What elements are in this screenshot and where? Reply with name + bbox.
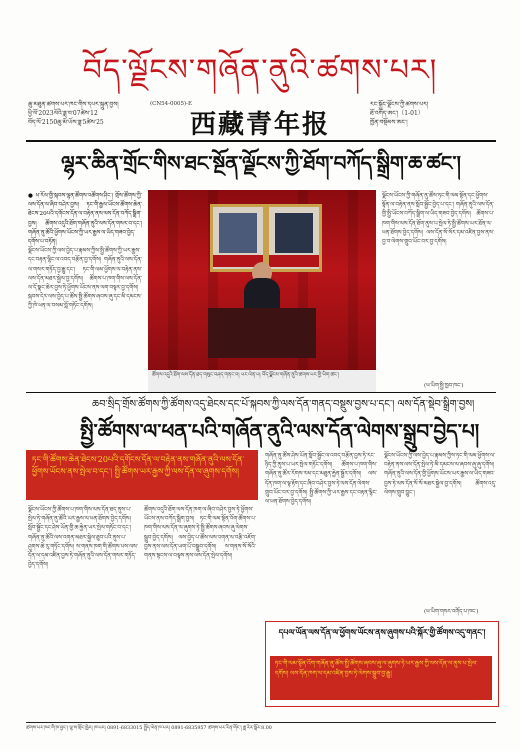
photo-caption: ཚོགས་འདུའི་ཐོག་ལས་དོན་ཐད་གསུང་བཤད་གནང་བ། པར་ལེན་པ། བོད་ལྗོངས་གཞོན་ནུའི་ཚགས་པར་གྱི་ཡིག་ཚང་། (148, 370, 376, 392)
article2-column-2: ཚོགས་འདུའི་ཐོག་ལས་དོན་ཁག་ལ་ཞིབ་བཤེར་བྱས་ཏེ་ཕྱོགས་ཡོངས་ནས་བཀོད་སྒྲིག་བྱས། ཏང་གི་ལམ་སྟོན་འོག་ཚོགས་པ་ཁག་གིས་ལས་དོན་ལ་ཞུགས་ཏེ་སྤྱི་ཚོགས་ཞབས་ཞུ་ལེགས་སྒྲུབ་བྱེད་དགོས། ལས་བྱེད་པ་ཚོས་ལས་འགན་ལ་བརྩི་འཇོག་བྱས་ནས་ལས་དོན་ཡག་པོ་བསྒྲུབ་དགོས། ས་གནས་སོ་སོའི་གནས་སྟངས་ལ་བལྟས་ནས་ལས་དོན་སྤེལ་དགོས། (144, 507, 256, 560)
podium (208, 308, 316, 358)
article1-right-column: ལྗོངས་ཡོངས་ཀྱི་གཞོན་ནུ་ཚོས་ཏང་གི་ལམ་སྟོན་དང་ཕྱོགས་སྟོན་ལ་བརྟེན་ནས་སློབ་སྦྱོང་བྱེད་པ་དང་། གཞོན་ནུའི་ལས་དོན་གྱི་སྤྱི་ཡོངས་བཀོད་སྒྲིག་ལ་ཡིད་གཟབ་བྱེད་དགོས། ཚོགས་པ་ཁག་གིས་ལས་དོན་ཐོག་ནུས་པ་སྤེལ་ཏེ་སྤྱི་ཚོགས་ཡར་ཐོན་ལ་ཕན་ཐོགས་བྱེད་དགོས། ལས་དོན་སོ་སོར་དམ་འཛིན་བྱས་ནས་བྱ་བ་ལེགས་གྲུབ་ཡོང་བར་བྱ་དགོས། (382, 193, 494, 246)
article2-column-3: གཞོན་ནུ་ཚོས་ཤེས་ཡོན་སློབ་སྦྱོང་ལ་འབད་བརྩོན་བྱས་ཏེ་རང་ཉིད་ཀྱི་ནུས་པ་ཡར་སྤེལ་གཏོང་དགོས། ཚོགས་པ་ཁག་གིས་གཞོན་ནུ་ཚོར་རོགས་རམ་དང་མཐུན་རྐྱེན་སྦྱོར་དགོས། ལས་དོན་ཁག་ལ་ལྟ་རྟོག་དང་ཞིབ་བཤེར་བྱས་ཏེ་ལས་དོན་ལེགས་གྲུབ་ཡོང་བར་བྱ་དགོས། སྤྱི་ཚོགས་ཀྱི་ཡར་རྒྱས་དང་བརྟན་ལྷིང་ལ་ཕན་ཐོགས་བྱེད་དགོས། (265, 453, 377, 506)
notice-box (265, 621, 499, 707)
portrait-frame-right (266, 204, 322, 272)
lead-headline: ལྷར་ཆིན་གྲོང་གིས་ཐང་སྔོན་ལྗོངས་ཀྱི་ཐོག་བཀོད་སྒྲིག་ཆ་ཚང་། (61, 151, 461, 175)
section-divider (26, 392, 496, 393)
right-info-line: ཁྱོན་བསྡོམས་ཨང་། (370, 119, 408, 126)
masthead-tibetan-title: བོད་ལྗོངས་གཞོན་ནུའི་ཚགས་པར། (82, 53, 438, 88)
notice-box-highlight: ཏང་གི་ལམ་སྟོན་འོག་གཞོན་ནུ་ཚོས་སྤྱི་ཚོགས་ཞབས་ཞུ་ལ་ཞུགས་ཏེ་ཡར་རྒྱས་ཀྱི་ལས་དོན་ལ་ནུས་པ་སྤེལ་དགོས། ལས་དོན་ཁག་ལ་དམ་འཛིན་བྱས་ཏེ་ལེགས་སྒྲུབ་བྱ་རྒྱུ། (270, 656, 492, 700)
article2-column-4: ལྗོངས་ཡོངས་ཀྱི་ལས་བྱེད་པ་རྣམས་ཀྱིས་ཏང་གི་ལམ་ཕྱོགས་ལ་བརྟེན་ནས་ལས་དོན་སྤེལ་ཏེ་མི་དམངས་ལ་ཞབས་ཞུ་ཞུ་དགོས། གཞོན་ནུའི་ལས་དོན་གྱི་ཕྱོགས་ཡོངས་ཡར་རྒྱས་ལ་ཡིད་གཟབ་བྱས་ཏེ་ལས་དོན་སོ་སོ་མཐར་སྐྱེལ་བྱ་དགོས། ཚོགས་འདུ་ལེགས་གྲུབ་བྱུང་། (384, 453, 496, 496)
secondary-kicker: ཆབ་སྲིད་གྲོས་ཚོགས་ཀྱི་ཚོགས་འདུ་ཐེངས་དང་པོ་སྐབས་ཀྱི་ལས་དོན་གནད་བསྡུས་བྱས་པ་དང་། ལས་དོན་སྡེབ་སྒྲིག་བྱས། (92, 399, 475, 410)
masthead-divider (26, 140, 496, 142)
curtain-fold (168, 190, 178, 370)
left-info-line: ཆུ་མཐུན་ཚགས་པར་ཁང་གིས་དཔར་སྐྲུན་བྱས། (28, 101, 119, 108)
article1-left-column (28, 192, 142, 378)
meeting-photo (148, 190, 376, 370)
article2-credit: (ཕ་ཡིག་གསར་འགོད་པ་ཁང་) (424, 609, 479, 615)
article2-column-1: ལྗོངས་ཡོངས་ཀྱི་ཚོགས་པ་ཁག་གིས་ལས་དོན་ཐད་ནུས་པ་སྤེལ་ཏེ་གཞོན་ནུ་ཚོའི་ཡར་རྒྱས་ལ་ཕན་ཐོགས་བྱེད་དགོས། སློབ་སྦྱོང་དང་ཤེས་ཡོན་གྱི་ཆ་རྐྱེན་ཡར་སྤེལ་གཏོང་བ་དང་། གཞོན་ནུ་ཚོའི་ལས་འགན་མཐར་སྐྱེལ་ཐུབ་པའི་ནུས་པ་ཤུགས་ཆེ་རུ་གཏོང་དགོས། ས་གནས་ཁག་གི་ཚོགས་པས་ལས་དོན་ལ་དམ་འཛིན་བྱས་ཏེ་གཞོན་ནུའི་ལས་དོན་གསར་གཏོད་བྱེད་དགོས། (28, 507, 138, 569)
portrait-left-image (219, 213, 257, 253)
portrait-right-image (275, 213, 313, 253)
page-footer: ཚགས་པར་ཁང་གི་ཁ་བྱང་། ལྷ་ས་གྲོང་ཁྱེར། ཁ་པར། 0891-6833015 སྤྲོད་ལེན་ཁ་པར། 0891-6835957 ཚགས་པར་རིན་གོང་། ཟླ་རེར་སྒོར་8.00 (26, 722, 496, 732)
article1-left-text: ལྗོངས་ཡོངས་ཀྱི་ལས་བྱེད་པ་རྣམས་ཀྱིས་སྤྱི་ཚོགས་ཀྱི་ཡར་རྒྱས་དང་བརྟན་ལྷིང་ལ་འབད་བརྩོན་བྱ་དགོས། གཞོན་ནུའི་ལས་དོན་ལ་གསར་གཏོད་བྱ་རྒྱུ་དང་། ཏང་གི་ལམ་ཕྱོགས་ལ་བརྟེན་ནས་ལས་དོན་མཐར་སྐྱེལ་བྱ་དགོས། ཚོགས་པ་ཁག་གིས་ལས་དོན་ལ་དོ་སྣང་ཆེར་བྱས་ཏེ་ཕྱོགས་ཡོངས་ནས་ལག་བསྟར་བྱ་དགོས། སྐབས་དེར་ལས་བྱེད་པ་ཚོས་སྤྱི་ཚོགས་ཞབས་ཞུ་དང་མི་དམངས་ཀྱི་ཁེ་ཕན་ལ་བསམ་བློ་གཏོང་དགོས། (28, 248, 142, 310)
article1-credit: (ཕ་ཡིག་སྤྱི་ཁྱབ་ཁང་) (424, 383, 464, 389)
portrait-right-caption (269, 255, 319, 267)
notice-box-title: དཔལ་ཡོན་ལས་དོན་ལ་ཕྱོགས་ཡོངས་ནས་ཞུགས་པའི་སྐོར་གྱི་ཚོགས་འདུ་གནང་། (278, 627, 486, 637)
left-info-line: བོད་ལོ་2150ཆུ་མོ་ཡོས་ཟླ་5ཚེས་25 (28, 119, 104, 126)
curtain-fold (348, 190, 358, 370)
masthead-chinese-title: 西藏青年报 (189, 110, 330, 140)
right-info-line: རང་སྐྱོང་ལྗོངས་ཀྱི་ཚགས་པར། (370, 101, 429, 108)
issn-number: (CN54-0005)-E (150, 101, 193, 107)
right-info-line: ཐོ་འགོད་ཨང་།（1-01） (370, 110, 424, 117)
right-info-block (370, 100, 500, 127)
speaker-figure (244, 278, 280, 312)
secondary-headline: སྤྱི་ཚོགས་ལ་ཕན་པའི་གཞོན་ནུའི་ལས་དོན་ལེགས་སྒྲུབ་བྱེད་པ། (80, 419, 480, 443)
left-info-line: ཕྱི་ལོ་2023ལོའི་ཟླ་བ་07ཚེས་12 (28, 110, 98, 117)
highlight-box: ཏང་གི་ཚོགས་ཆེན་ཐེངས་20པའི་དགོངས་དོན་ལ་བརྟེན་ནས་གཞོན་ནུའི་ལས་དོན་ཕྱོགས་ཡོངས་ནས་སྤེལ་བ་དང་། སྤྱི་ཚོགས་ཡར་རྒྱས་ཀྱི་ལས་དོན་ལ་ཞུགས་དགོས། (26, 450, 258, 500)
article1-lead: ● ཕ་རོལ་གྱི་སྐབས་ལྷན་ཚོགས་འཚོགས་ཤིང་། གྲོས་ཚོགས་ཀྱི་ལས་དོན་ལ་ཞིབ་བཤེར་བྱས། ཏང་གི་རྒྱལ་ཡོངས་ཚོགས་ཆེན་ཐེངས་20པའི་དགོངས་དོན་ལ་བརྟེན་ནས་ལས་དོན་བཀོད་སྒྲིག་བྱས། ཚོགས་འདུའི་ཐོག་གཞོན་ནུའི་ལས་དོན་གསར་བ་དང་། གཞོན་ནུ་ཚོའི་ཕྱོགས་ཡོངས་ཀྱི་ཡར་རྒྱས་ལ་ཡིད་གཟབ་བྱེད་དགོས་པ་བཏོན། (28, 193, 142, 246)
